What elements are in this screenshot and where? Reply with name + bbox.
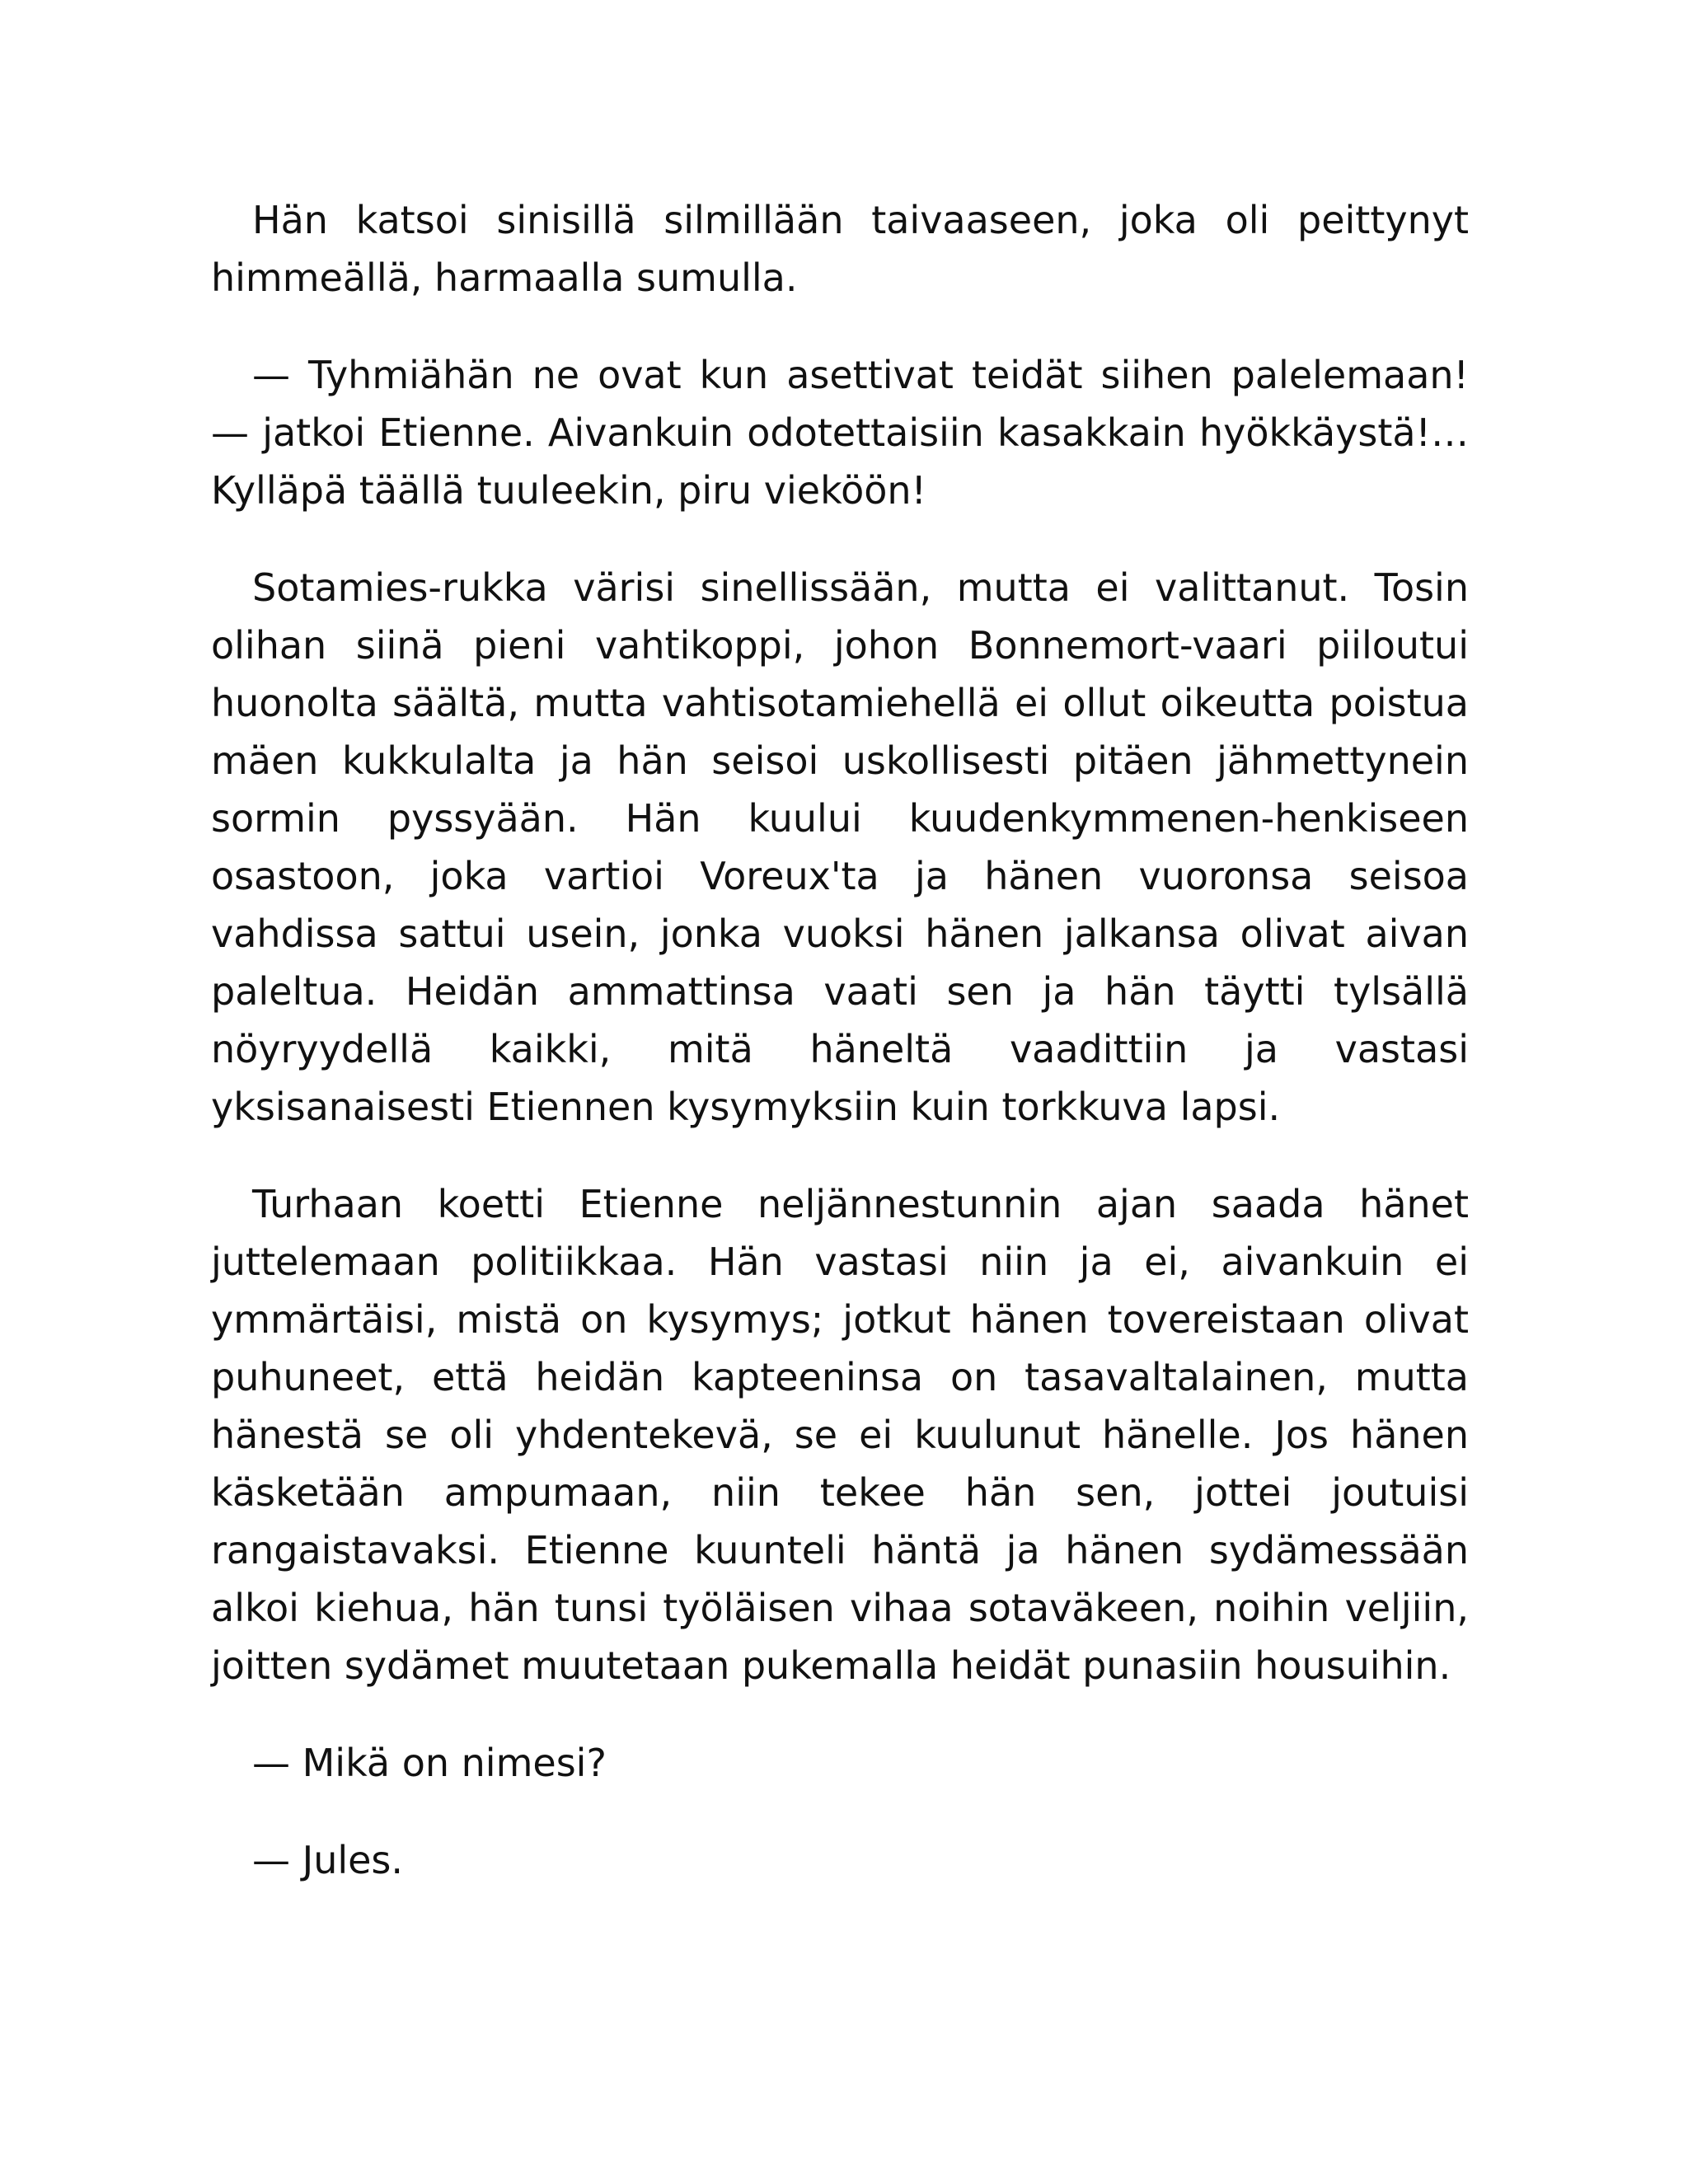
paragraph-answer: — Jules. xyxy=(252,1838,404,1882)
paragraph-soldier: Sotamies-rukka värisi sinellissään, mutta ei valittanut. Tosin olihan siinä pieni vahtikoppi, johon Bonnemort-vaari piiloutui huonolta säältä, mutta vahtisotamiehellä ei ollut oikeutta poistua mäen kukkulalta ja hän seisoi uskollisesti pitäen jähmettynein sormin pyssyään. Hän kuului kuudenkymmenen-henkiseen osastoon, joka vartioi Voreux'ta ja hänen vuoronsa seisoa vahdissa sattui usein, jonka vuoksi hänen jalkansa olivat aivan paleltua. Heidän ammattinsa vaati sen ja hän täytti tylsällä nöyryydellä kaikki, mitä häneltä vaadittiin ja vastasi yksisanaisesti Etiennen kysymyksiin kuin torkkuva lapsi. xyxy=(211,565,1469,1129)
paragraph-politics: Turhaan koetti Etienne neljännestunnin ajan saada hänet juttelemaan politiikkaa. Hän vastasi niin ja ei, aivankuin ei ymmärtäisi, mistä on kysymys; jotkut hänen tovereistaan olivat puhuneet, että heidän kapteeninsa on tasavaltalainen, mutta hänestä se oli yhdentekevä, se ei kuulunut hänelle. Jos hänen käsketään ampumaan, niin tekee hän sen, jottei joutuisi rangaistavaksi. Etienne kuunteli häntä ja hänen sydämessään alkoi kiehua, hän tunsi työläisen vihaa sotaväkeen, noihin veljiin, joitten sydämet muutetaan pukemalla heidät punasiin housuihin. xyxy=(211,1182,1469,1688)
document-page xyxy=(211,191,1469,1929)
paragraph-etienne-remark: — Tyhmiähän ne ovat kun asettivat teidät siihen palelemaan! — jatkoi Etienne. Aivankuin odotettaisiin kasakkain hyökkäystä!… Kylläpä täällä tuuleekin, piru vieköön! xyxy=(211,353,1469,513)
paragraph-question: — Mikä on nimesi? xyxy=(252,1741,607,1785)
paragraph-sky: Hän katsoi sinisillä silmillään taivaaseen, joka oli peittynyt himmeällä, harmaalla sumulla. xyxy=(211,198,1469,300)
